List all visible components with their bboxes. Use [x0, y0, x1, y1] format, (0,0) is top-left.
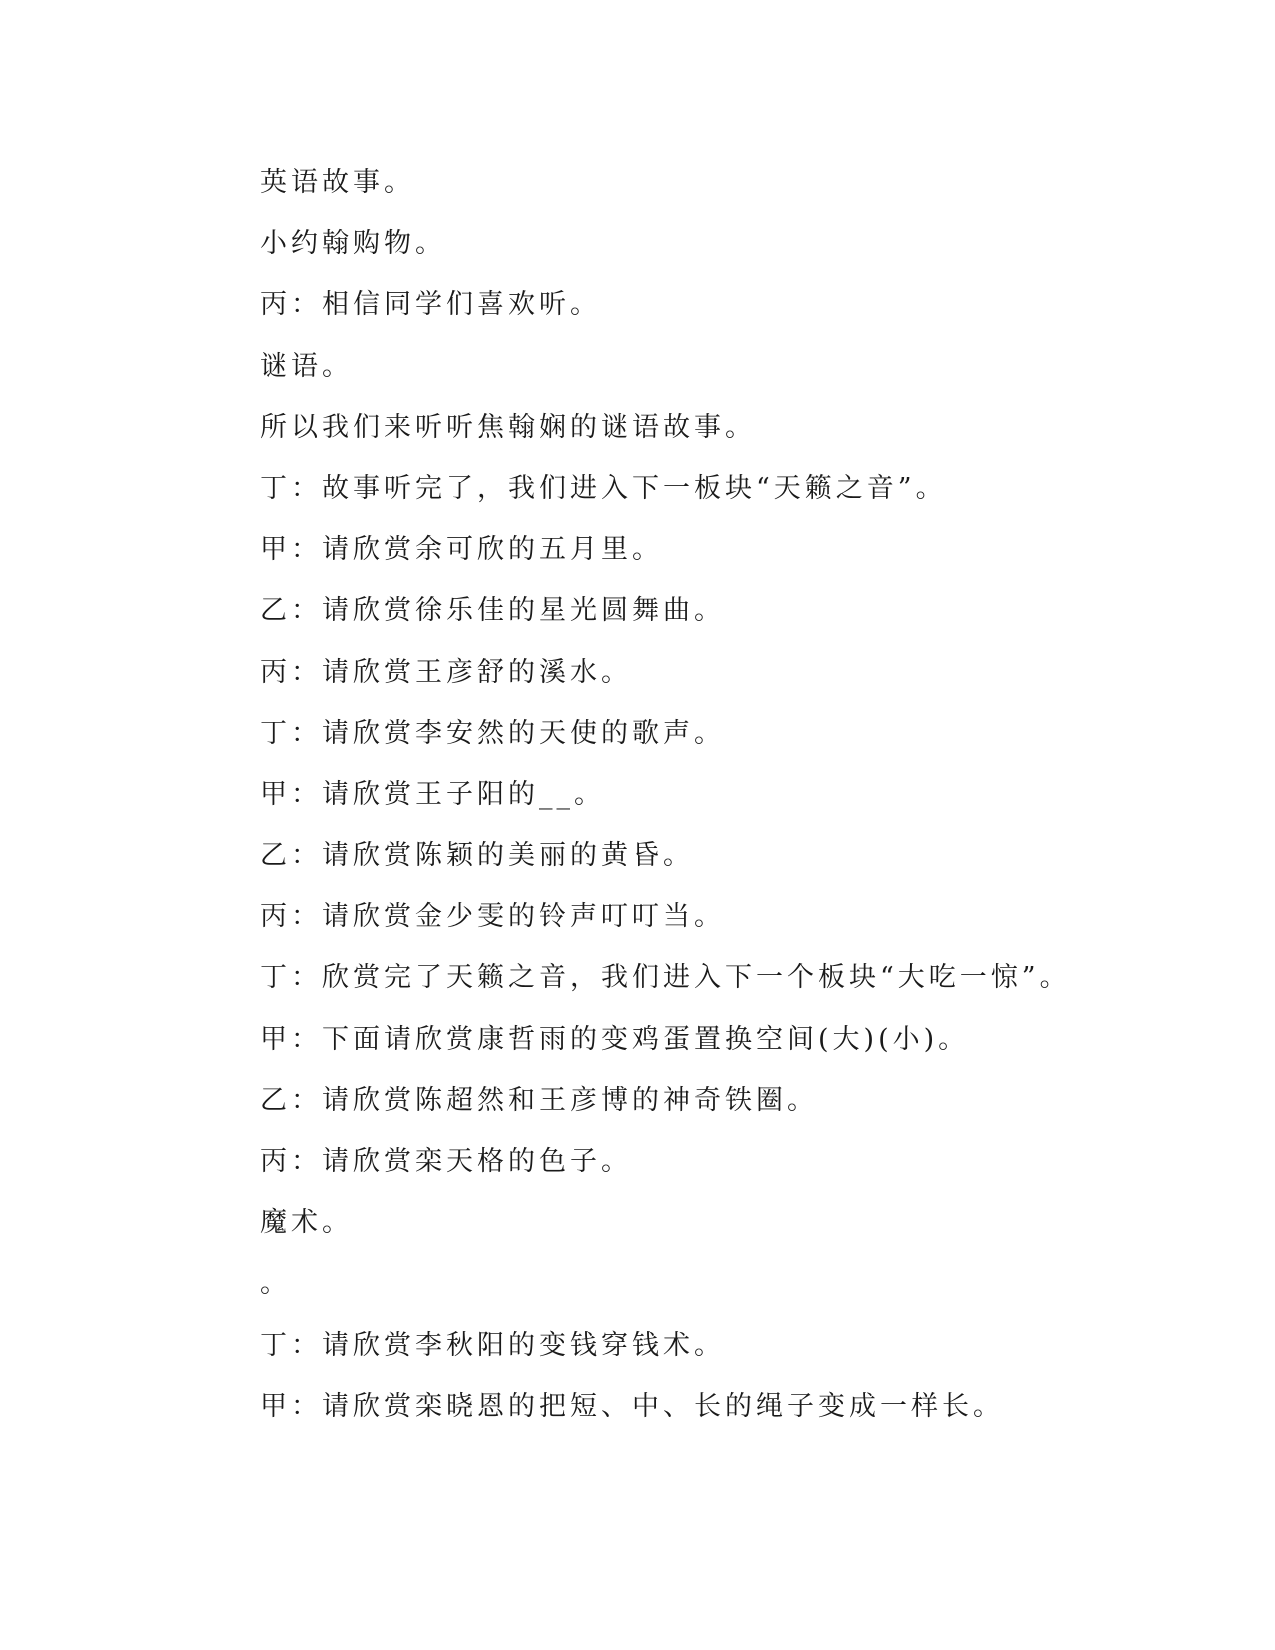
text-line: 丁：欣赏完了天籁之音，我们进入下一个板块“大吃一惊”。 [260, 962, 1071, 994]
text-line: 乙：请欣赏徐乐佳的星光圆舞曲。 [260, 595, 725, 627]
text-line: 所以我们来听听焦翰娴的谜语故事。 [260, 411, 756, 443]
text-line: 丁：故事听完了，我们进入下一板块“天籁之音”。 [260, 472, 947, 504]
text-line: 英语故事。 [260, 167, 415, 198]
text-line: 。 [260, 1268, 291, 1300]
text-line: 乙：请欣赏陈颖的美丽的黄昏。 [260, 840, 694, 872]
text-line: 甲：下面请欣赏康哲雨的变鸡蛋置换空间(大)(小)。 [260, 1023, 970, 1055]
text-line: 甲：请欣赏余可欣的五月里。 [260, 534, 663, 566]
text-line: 甲：请欣赏王子阳的__。 [260, 778, 605, 810]
text-line: 甲：请欣赏栾晓恩的把短、中、长的绳子变成一样长。 [260, 1390, 1004, 1422]
text-line: 丙：请欣赏金少雯的铃声叮叮当。 [260, 901, 725, 933]
text-line: 乙：请欣赏陈超然和王彦博的神奇铁圈。 [260, 1084, 818, 1116]
text-line: 小约翰购物。 [260, 228, 446, 260]
text-line: 丁：请欣赏李安然的天使的歌声。 [260, 717, 725, 749]
text-line: 丙：请欣赏栾天格的色子。 [260, 1146, 632, 1177]
text-line: 丙：请欣赏王彦舒的溪水。 [260, 656, 632, 688]
text-line: 谜语。 [260, 350, 353, 382]
text-line: 丁：请欣赏李秋阳的变钱穿钱术。 [260, 1329, 725, 1361]
text-line: 丙：相信同学们喜欢听。 [260, 289, 601, 321]
text-line: 魔术。 [260, 1207, 353, 1239]
document-body [260, 163, 1080, 1448]
